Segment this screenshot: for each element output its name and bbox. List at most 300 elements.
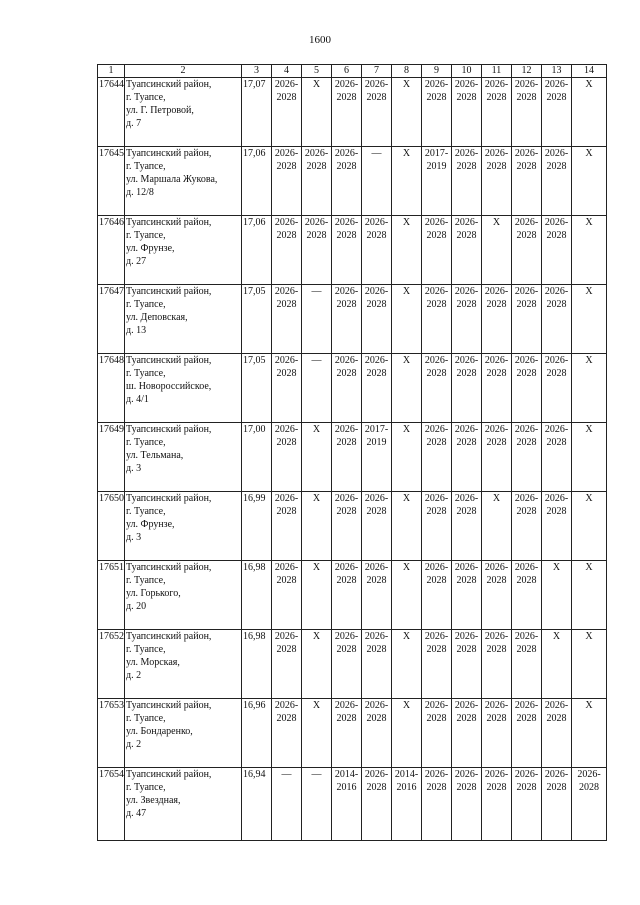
period-cell	[422, 147, 452, 216]
period-cell	[482, 561, 512, 630]
value-cell: 16,98	[242, 561, 272, 630]
period-cell	[332, 147, 362, 216]
period-text: X	[585, 562, 593, 573]
period-cell	[542, 216, 572, 285]
column-number: 13	[542, 65, 572, 78]
period-text: X	[585, 148, 593, 159]
address-line: г. Туапсе,	[126, 368, 166, 379]
period-text: 2028	[426, 230, 447, 241]
period-text: 2028	[366, 368, 387, 379]
address-line: Туапсинский район,	[126, 148, 212, 159]
period-text: 2026-	[514, 79, 539, 90]
period-text: 2026-	[334, 286, 359, 297]
address-line: ул. Фрунзе,	[126, 243, 175, 254]
period-text: 2026-	[364, 700, 389, 711]
period-text: 2028	[516, 230, 537, 241]
period-text: 2026-	[334, 631, 359, 642]
period-cell	[302, 354, 332, 423]
period-text: 2028	[486, 161, 507, 172]
period-text: X	[402, 148, 411, 159]
period-cell	[362, 147, 392, 216]
period-text: 2028	[426, 299, 447, 310]
period-text: 2028	[276, 230, 297, 241]
period-text: 2028	[486, 575, 507, 586]
record-number-cell: 17654	[98, 768, 125, 841]
table-row	[98, 285, 607, 354]
period-text: 2016	[396, 782, 417, 793]
period-cell	[422, 423, 452, 492]
address-line: Туапсинский район,	[126, 493, 212, 504]
table-body	[98, 65, 607, 841]
period-cell	[422, 285, 452, 354]
period-cell	[332, 630, 362, 699]
address-cell	[125, 354, 242, 423]
period-cell	[542, 630, 572, 699]
table-row	[98, 492, 607, 561]
period-cell	[452, 768, 482, 841]
column-number: 4	[272, 65, 302, 78]
period-text: X	[585, 424, 593, 435]
period-text: 2028	[516, 644, 537, 655]
period-text: 2026-	[514, 217, 539, 228]
period-text: X	[402, 700, 411, 711]
period-text: X	[402, 286, 411, 297]
address-line: д. 3	[126, 532, 142, 543]
period-text: 2028	[426, 713, 447, 724]
period-text: 2026-	[544, 493, 569, 504]
period-text: 2028	[366, 92, 387, 103]
period-cell	[512, 216, 542, 285]
period-text: 2028	[276, 299, 297, 310]
period-text: 2028	[456, 644, 477, 655]
period-text: 2028	[486, 644, 507, 655]
address-line: г. Туапсе,	[126, 644, 166, 655]
period-text: 2026-	[334, 355, 359, 366]
period-text: X	[492, 217, 501, 228]
period-text: 2014-	[334, 769, 359, 780]
period-cell	[392, 147, 422, 216]
period-text: 2026-	[274, 217, 299, 228]
period-text: 2028	[516, 575, 537, 586]
period-text: 2028	[276, 437, 297, 448]
period-cell	[572, 768, 607, 841]
address-line: г. Туапсе,	[126, 575, 166, 586]
period-cell	[452, 78, 482, 147]
period-text: 2028	[366, 644, 387, 655]
period-cell	[332, 216, 362, 285]
column-number: 1	[98, 65, 125, 78]
address-line: ул. Маршала Жукова,	[126, 174, 218, 185]
period-cell	[362, 768, 392, 841]
period-text: 2028	[366, 230, 387, 241]
period-text: 2026-	[454, 631, 479, 642]
period-text: 2026-	[424, 700, 449, 711]
period-text: 2028	[426, 782, 447, 793]
address-line: д. 13	[126, 325, 147, 336]
address-line: Туапсинский район,	[126, 217, 212, 228]
period-text: —	[311, 769, 322, 780]
period-cell	[482, 285, 512, 354]
address-cell	[125, 561, 242, 630]
period-text: 2026-	[454, 424, 479, 435]
period-text: 2026-	[334, 493, 359, 504]
period-cell	[302, 216, 332, 285]
address-line: д. 20	[126, 601, 147, 612]
record-number-cell: 17647	[98, 285, 125, 354]
table-row	[98, 147, 607, 216]
period-text: 2026-	[274, 424, 299, 435]
address-line: д. 2	[126, 739, 142, 750]
period-text: 2026-	[364, 631, 389, 642]
period-cell	[422, 354, 452, 423]
period-cell	[572, 423, 607, 492]
period-cell	[302, 492, 332, 561]
period-text: X	[402, 562, 411, 573]
period-text: X	[402, 631, 411, 642]
period-text: 2028	[426, 575, 447, 586]
record-number-cell: 17653	[98, 699, 125, 768]
address-line: ул. Морская,	[126, 657, 180, 668]
period-text: 2028	[546, 437, 567, 448]
period-text: 2026-	[364, 286, 389, 297]
value-cell: 17,00	[242, 423, 272, 492]
period-text: 2028	[546, 782, 567, 793]
period-text: 2028	[336, 644, 357, 655]
value-cell: 17,05	[242, 354, 272, 423]
period-cell	[572, 630, 607, 699]
period-text: 2026-	[334, 700, 359, 711]
period-text: 2016	[336, 782, 357, 793]
period-text: 2026-	[454, 562, 479, 573]
period-cell	[452, 561, 482, 630]
address-line: Туапсинский район,	[126, 286, 212, 297]
period-text: —	[311, 286, 322, 297]
period-text: 2026-	[424, 217, 449, 228]
period-cell	[392, 492, 422, 561]
period-text: 2026-	[454, 148, 479, 159]
period-text: X	[312, 562, 321, 573]
address-line: Туапсинский район,	[126, 631, 212, 642]
period-text: 2026-	[424, 286, 449, 297]
address-cell	[125, 699, 242, 768]
period-text: 2028	[516, 161, 537, 172]
period-cell	[272, 78, 302, 147]
period-text: 2028	[366, 506, 387, 517]
period-cell	[512, 423, 542, 492]
period-text: 2028	[456, 782, 477, 793]
value-cell: 16,98	[242, 630, 272, 699]
table-row	[98, 354, 607, 423]
period-text: 2026-	[514, 355, 539, 366]
column-number: 11	[482, 65, 512, 78]
period-text: 2019	[426, 161, 447, 172]
period-text: 2026-	[454, 217, 479, 228]
period-text: 2028	[486, 437, 507, 448]
period-text: 2028	[366, 713, 387, 724]
period-cell	[512, 699, 542, 768]
period-cell	[482, 630, 512, 699]
period-text: X	[402, 424, 411, 435]
period-text: 2026-	[484, 562, 509, 573]
period-cell	[362, 561, 392, 630]
period-cell	[302, 768, 332, 841]
period-text: 2028	[276, 368, 297, 379]
period-cell	[452, 354, 482, 423]
column-number: 3	[242, 65, 272, 78]
period-cell	[302, 630, 332, 699]
period-text: 2028	[456, 437, 477, 448]
address-line: ул. Бондаренко,	[126, 726, 193, 737]
table-row	[98, 630, 607, 699]
period-cell	[572, 147, 607, 216]
period-text: 2028	[426, 644, 447, 655]
address-line: д. 12/8	[126, 187, 154, 198]
period-text: 2026-	[334, 217, 359, 228]
period-cell	[512, 492, 542, 561]
period-cell	[422, 630, 452, 699]
period-text: 2028	[336, 713, 357, 724]
period-text: 2028	[336, 506, 357, 517]
period-text: 2026-	[274, 562, 299, 573]
period-text: X	[402, 493, 411, 504]
period-cell	[572, 78, 607, 147]
address-line: г. Туапсе,	[126, 161, 166, 172]
value-cell: 16,96	[242, 699, 272, 768]
period-text: 2028	[336, 92, 357, 103]
period-text: 2028	[516, 437, 537, 448]
period-text: 2026-	[544, 217, 569, 228]
period-cell	[572, 354, 607, 423]
period-cell	[452, 216, 482, 285]
column-number: 7	[362, 65, 392, 78]
period-text: 2026-	[454, 286, 479, 297]
address-line: ул. Г. Петровой,	[126, 105, 194, 116]
period-text: 2026-	[304, 217, 329, 228]
record-number-cell: 17650	[98, 492, 125, 561]
address-line: д. 47	[126, 808, 147, 819]
period-text: X	[585, 286, 593, 297]
period-text: 2026-	[484, 700, 509, 711]
period-text: 2026-	[334, 148, 359, 159]
period-text: 2028	[486, 782, 507, 793]
period-cell	[542, 768, 572, 841]
column-number: 14	[572, 65, 607, 78]
period-text: 2026-	[424, 493, 449, 504]
period-cell	[362, 216, 392, 285]
period-cell	[572, 699, 607, 768]
address-cell	[125, 285, 242, 354]
period-cell	[392, 768, 422, 841]
period-text: 2028	[546, 230, 567, 241]
period-text: 2028	[546, 92, 567, 103]
period-cell	[512, 78, 542, 147]
period-cell	[542, 285, 572, 354]
period-text: X	[585, 631, 593, 642]
period-text: 2026-	[304, 148, 329, 159]
period-text: 2026-	[454, 700, 479, 711]
period-text: 2028	[516, 713, 537, 724]
period-text: —	[371, 148, 382, 159]
period-text: 2026-	[364, 769, 389, 780]
column-number: 8	[392, 65, 422, 78]
address-line: д. 2	[126, 670, 142, 681]
period-text: 2028	[276, 506, 297, 517]
period-text: 2028	[306, 161, 327, 172]
period-text: X	[312, 493, 321, 504]
column-number: 12	[512, 65, 542, 78]
table-row	[98, 423, 607, 492]
period-cell	[272, 630, 302, 699]
column-number: 10	[452, 65, 482, 78]
period-cell	[272, 699, 302, 768]
value-cell: 17,07	[242, 78, 272, 147]
period-cell	[302, 78, 332, 147]
address-line: Туапсинский район,	[126, 562, 212, 573]
period-cell	[542, 423, 572, 492]
period-text: —	[281, 769, 292, 780]
period-text: 2026-	[274, 355, 299, 366]
period-text: 2028	[516, 299, 537, 310]
period-cell	[542, 147, 572, 216]
period-cell	[272, 216, 302, 285]
period-cell	[422, 768, 452, 841]
period-text: 2028	[456, 575, 477, 586]
housing-repair-schedule-table	[97, 64, 607, 841]
period-text: 2026-	[274, 148, 299, 159]
period-cell	[272, 354, 302, 423]
period-cell	[512, 768, 542, 841]
period-text: 2028	[516, 506, 537, 517]
period-cell	[362, 630, 392, 699]
period-cell	[452, 492, 482, 561]
period-cell	[482, 216, 512, 285]
period-text: 2026-	[544, 79, 569, 90]
period-cell	[362, 354, 392, 423]
period-text: 2026-	[424, 769, 449, 780]
period-cell	[362, 78, 392, 147]
period-text: 2026-	[274, 631, 299, 642]
address-line: г. Туапсе,	[126, 713, 166, 724]
record-number-cell: 17652	[98, 630, 125, 699]
period-text: 2028	[366, 782, 387, 793]
period-cell	[272, 492, 302, 561]
record-number-cell: 17651	[98, 561, 125, 630]
period-text: 2026-	[454, 769, 479, 780]
address-line: ул. Фрунзе,	[126, 519, 175, 530]
period-text: 2028	[486, 92, 507, 103]
period-cell	[482, 492, 512, 561]
period-text: 2028	[486, 713, 507, 724]
period-text: 2028	[426, 437, 447, 448]
period-text: 2026-	[364, 493, 389, 504]
address-line: д. 7	[126, 118, 142, 129]
period-cell	[572, 216, 607, 285]
period-text: 2028	[336, 437, 357, 448]
period-text: 2028	[516, 368, 537, 379]
period-text: 2014-	[394, 769, 419, 780]
period-cell	[572, 561, 607, 630]
address-line: г. Туапсе,	[126, 299, 166, 310]
period-text: 2028	[456, 299, 477, 310]
period-cell	[302, 561, 332, 630]
period-cell	[542, 561, 572, 630]
period-cell	[392, 423, 422, 492]
address-line: д. 3	[126, 463, 142, 474]
period-text: X	[402, 355, 411, 366]
period-cell	[302, 147, 332, 216]
period-cell	[392, 285, 422, 354]
address-line: г. Туапсе,	[126, 782, 166, 793]
address-line: г. Туапсе,	[126, 230, 166, 241]
period-text: X	[552, 562, 561, 573]
period-text: 2026-	[544, 286, 569, 297]
period-cell	[572, 492, 607, 561]
address-line: д. 27	[126, 256, 147, 267]
period-cell	[482, 147, 512, 216]
period-text: —	[311, 355, 322, 366]
value-cell: 17,05	[242, 285, 272, 354]
period-text: 2028	[426, 368, 447, 379]
period-text: 2026-	[424, 631, 449, 642]
period-text: 2026-	[364, 79, 389, 90]
period-cell	[422, 78, 452, 147]
record-number-cell: 17649	[98, 423, 125, 492]
period-text: 2019	[366, 437, 387, 448]
address-cell	[125, 423, 242, 492]
period-text: 2026-	[274, 79, 299, 90]
table-row	[98, 561, 607, 630]
period-text: 2028	[546, 506, 567, 517]
period-text: 2028	[516, 782, 537, 793]
period-text: 2028	[456, 92, 477, 103]
period-text: 2026-	[454, 355, 479, 366]
period-cell	[542, 699, 572, 768]
period-text: 2026-	[364, 217, 389, 228]
table-row	[98, 768, 607, 841]
address-line: Туапсинский район,	[126, 355, 212, 366]
record-number-cell: 17645	[98, 147, 125, 216]
period-text: 2028	[426, 92, 447, 103]
period-text: 2026-	[274, 700, 299, 711]
period-text: X	[552, 631, 561, 642]
period-cell	[452, 630, 482, 699]
period-text: 2028	[456, 368, 477, 379]
period-cell	[512, 285, 542, 354]
address-cell	[125, 492, 242, 561]
period-text: 2026-	[484, 79, 509, 90]
period-cell	[452, 699, 482, 768]
period-text: X	[402, 79, 411, 90]
address-line: Туапсинский район,	[126, 79, 212, 90]
column-number: 5	[302, 65, 332, 78]
table-row	[98, 699, 607, 768]
period-cell	[422, 699, 452, 768]
address-cell	[125, 630, 242, 699]
period-cell	[332, 354, 362, 423]
period-text: X	[585, 217, 593, 228]
period-text: 2026-	[334, 424, 359, 435]
period-cell	[272, 768, 302, 841]
period-text: 2028	[336, 575, 357, 586]
period-text: 2028	[336, 299, 357, 310]
address-line: ул. Тельмана,	[126, 450, 184, 461]
period-cell	[272, 561, 302, 630]
record-number-cell: 17648	[98, 354, 125, 423]
period-text: X	[585, 700, 593, 711]
period-cell	[272, 423, 302, 492]
period-text: 2026-	[334, 562, 359, 573]
period-cell	[392, 216, 422, 285]
